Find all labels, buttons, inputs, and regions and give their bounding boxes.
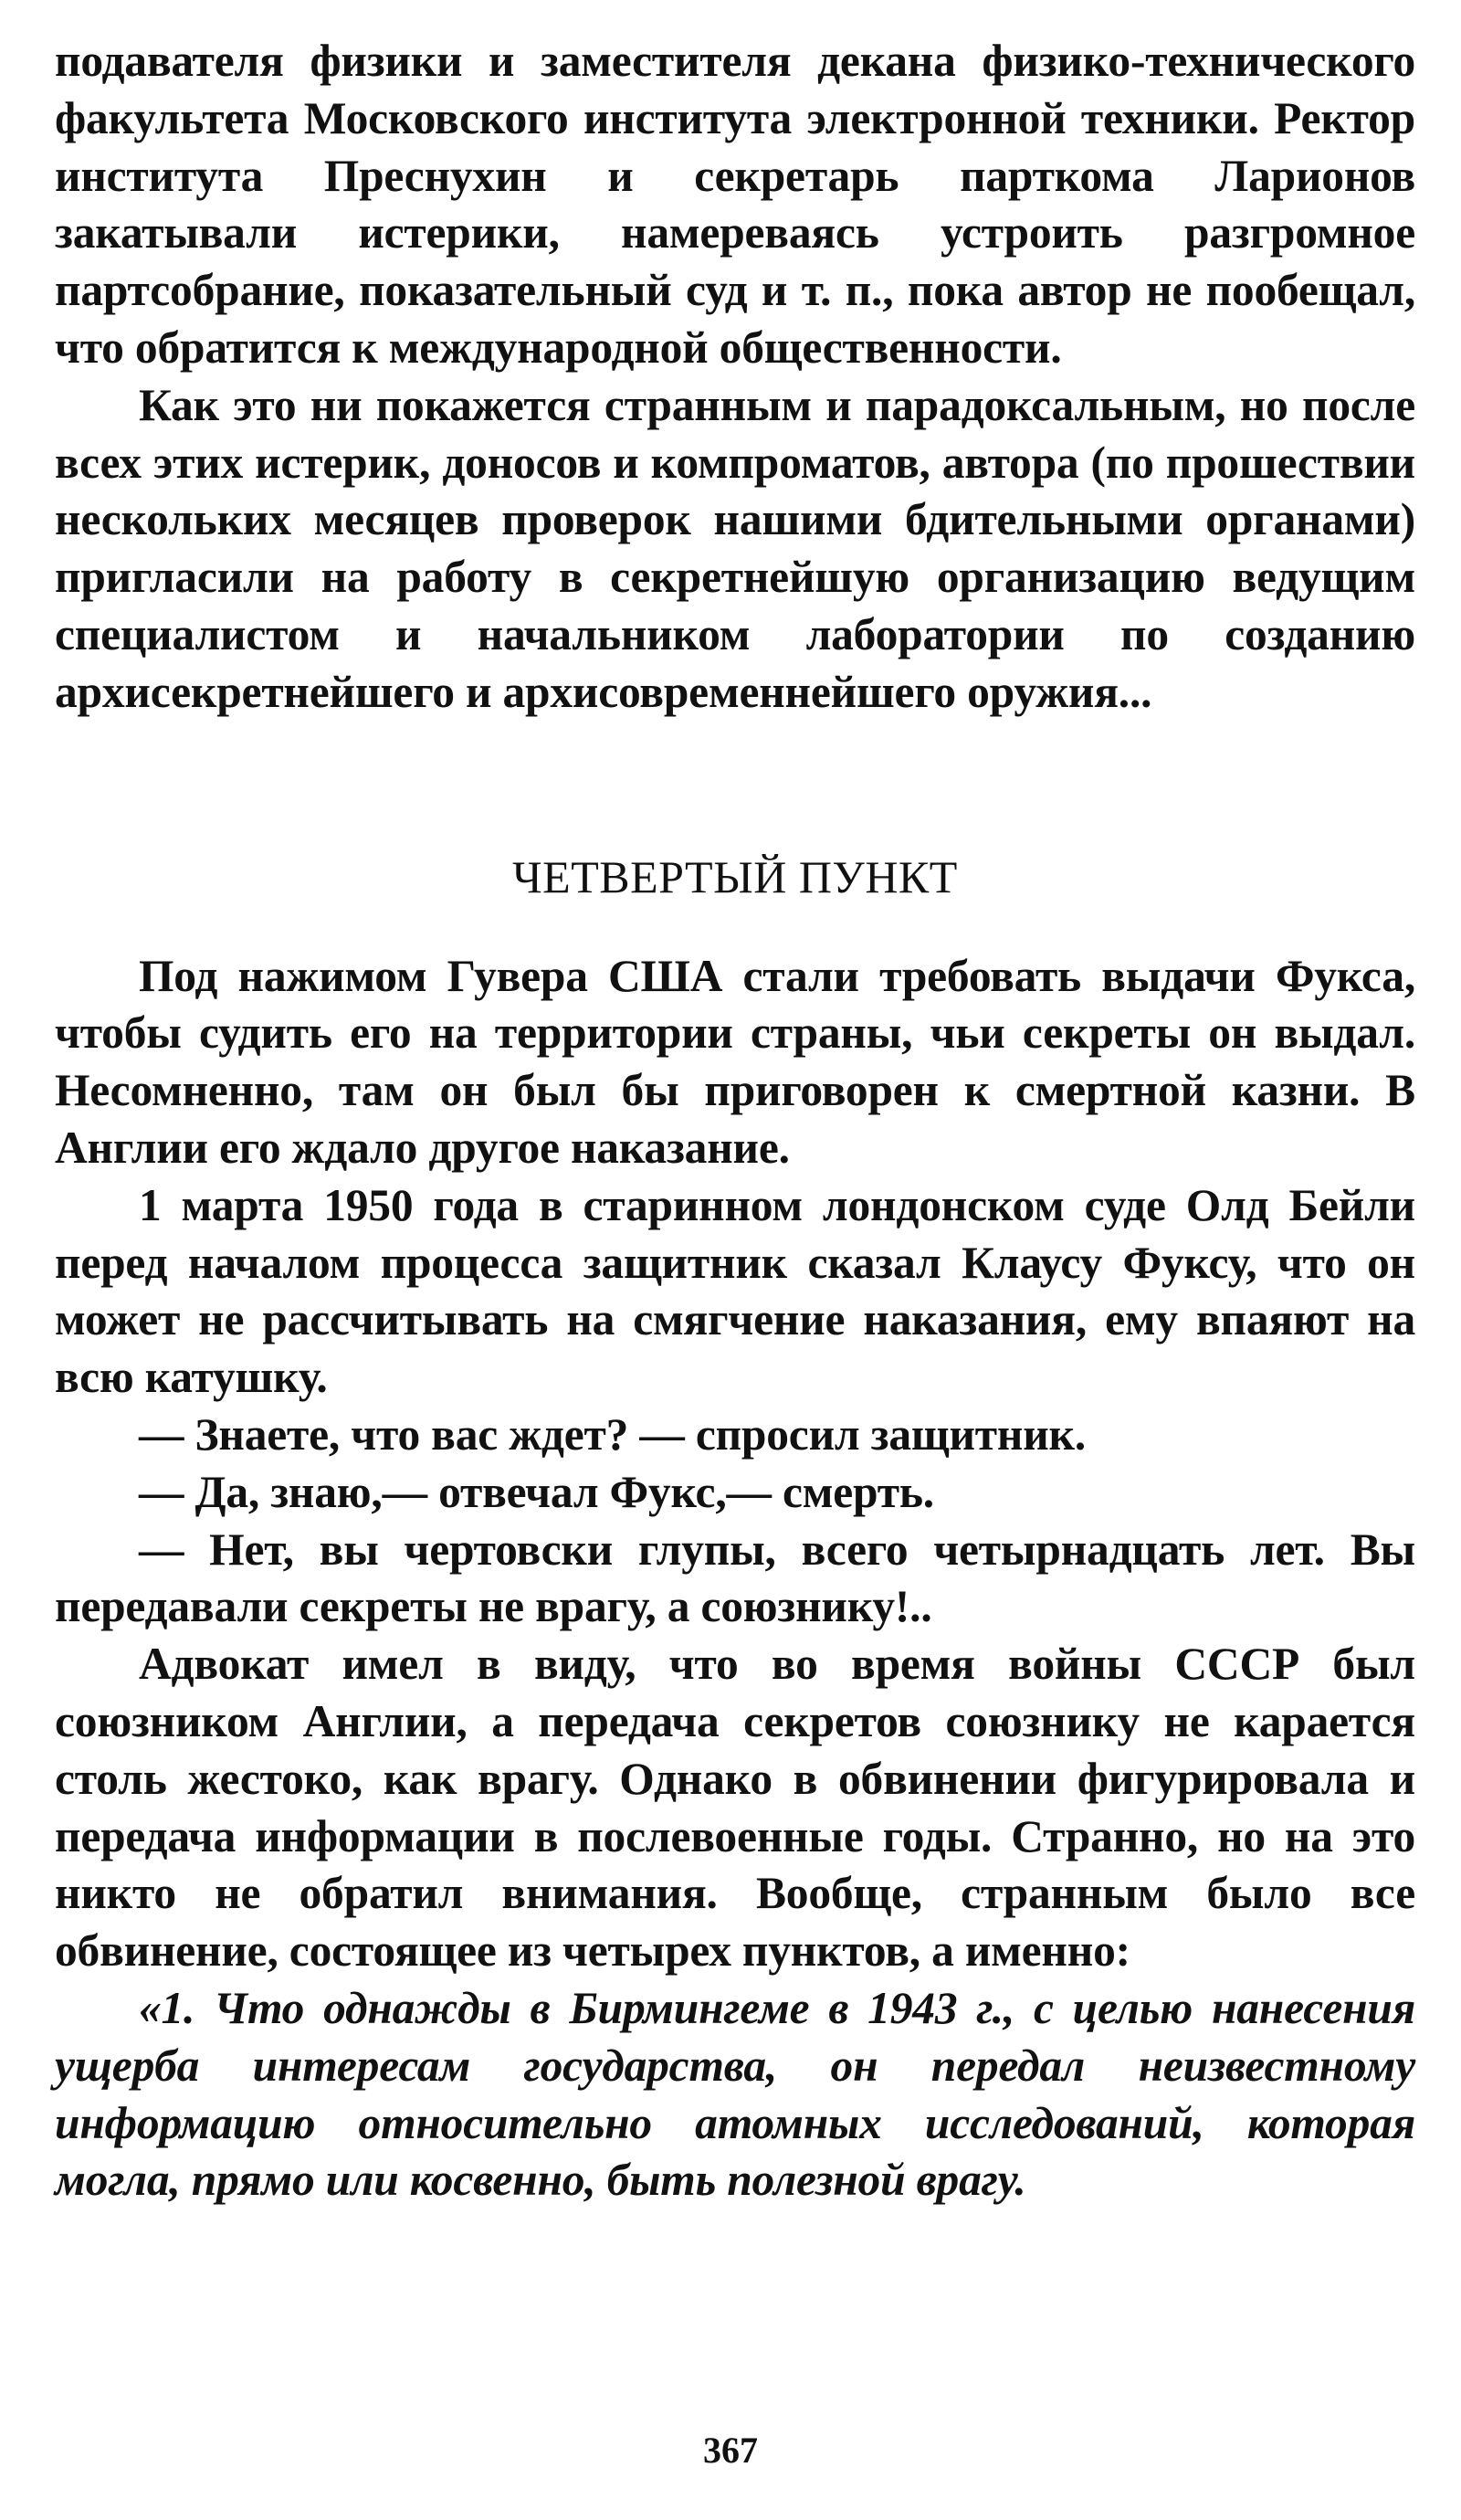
paragraph-hoover: Под нажимом Гувера США стали требовать выдачи Фукса, чтобы судить его на территории страны, чьи секреты он выдал. Несомненно, там он был бы приговорен к смертной казни. В Англии его ждало другое наказание.: [55, 950, 1415, 1173]
page-body: [55, 33, 1415, 2209]
dialogue-line-3: — Нет, вы чертовски глупы, всего четырнадцать лет. Вы передавали секреты не врагу, а союзнику!..: [55, 1524, 1415, 1632]
paragraph-old-bailey: 1 марта 1950 года в старинном лондонском суде Олд Бейли перед началом процесса защитник сказал Клаусу Фуксу, что он может не рассчитывать на смягчение наказания, ему впаяют на всю катушку.: [55, 1179, 1415, 1403]
paragraph-paradox: Как это ни покажется странным и парадоксальным, но после всех этих истерик, доносов и компроматов, автора (по прошествии нескольких месяцев проверок нашими бдительными органами) пригласили на работу в секретнейшую организацию ведущим специалистом и начальником лаборатории по созданию архисекретнейшего и архисовременнейшего оружия...: [55, 379, 1415, 717]
dialogue-line-2: — Да, знаю,— отвечал Фукс,— смерть.: [139, 1466, 934, 1517]
paragraph-continuation: подавателя физики и заместителя декана физико-технического факультета Московского института электронной техники. Ректор института Преснухин и секретарь парткома Ларионов закатывали истерики, намереваясь устроить разгромное партсобрание, показательный суд и т. п., пока автор не пообещал, что обратится к международной общественности.: [55, 36, 1415, 373]
paragraph-lawyer: Адвокат имел в виду, что во время войны СССР был союзником Англии, а передача секретов союзнику не карается столь жестоко, как врагу. Однако в обвинении фигурировала и передача информации в послевоенные годы. Странно, но на это никто не обратил внимания. Вообще, странным было все обвинение, состоящее из четырех пунктов, а именно:: [55, 1639, 1415, 1977]
page-number: 367: [703, 2430, 758, 2471]
section-heading: ЧЕТВЕРТЫЙ ПУНКТ: [512, 850, 958, 902]
quote-charge-1: «1. Что однажды в Бирмингеме в 1943 г., с целью нанесения ущерба интересам государства, он передал неизвестному информацию относительно атомных исследований, которая могла, прямо или косвенно, быть полезной врагу.: [55, 1982, 1415, 2206]
dialogue-line-1: — Знаете, что вас ждет? — спросил защитник.: [139, 1408, 1087, 1460]
